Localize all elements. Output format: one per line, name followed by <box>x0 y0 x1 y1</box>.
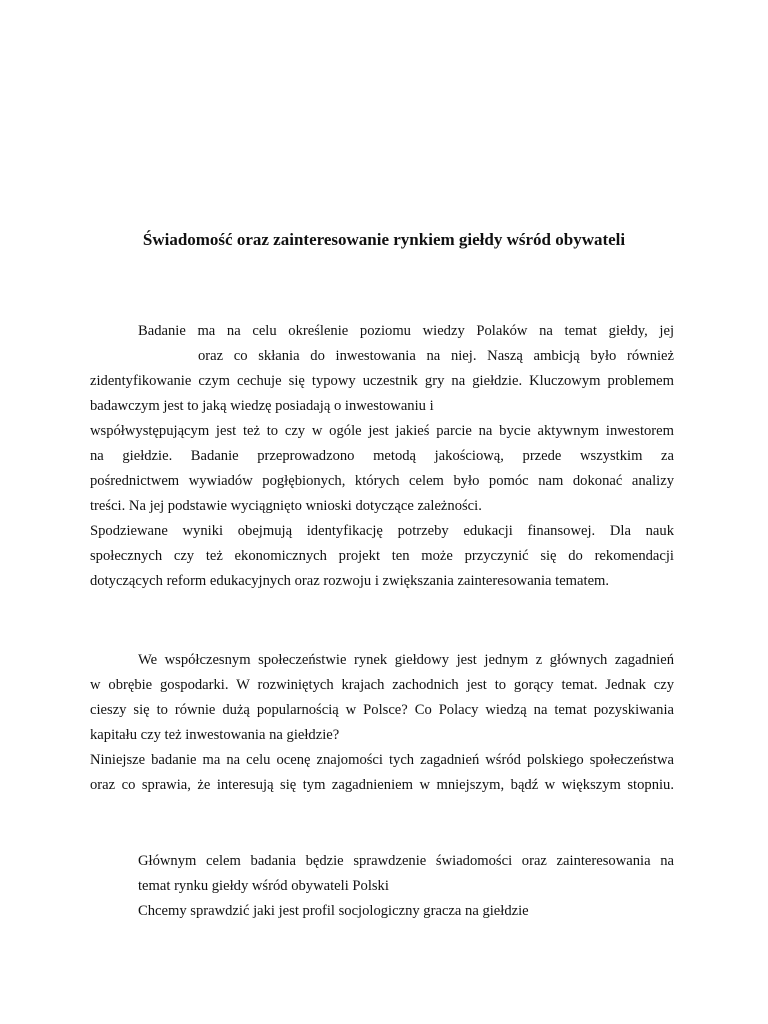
text-line: oraz co skłania do inwestowania na niej. Naszą ambicją było również <box>198 348 674 364</box>
text-line: w obrębie gospodarki. W rozwiniętych krajach zachodnich jest to gorący temat. Jednak czy <box>90 677 674 693</box>
text-line: badawczym jest to jaką wiedzę posiadają o inwestowaniu i <box>90 398 434 414</box>
text-line: współwystępującym jest też to czy w ogóle jest jakieś parcie na bycie aktywnym inwestorem <box>90 423 674 439</box>
text-line: Głównym celem badania będzie sprawdzenie świadomości oraz zainteresowania na <box>138 853 674 869</box>
text-line: na giełdzie. Badanie przeprowadzono metodą jakościową, przede wszystkim za <box>90 448 674 464</box>
text-line: temat rynku giełdy wśród obywateli Polski <box>138 878 389 894</box>
text-line: Spodziewane wyniki obejmują identyfikację potrzeby edukacji finansowej. Dla nauk <box>90 523 674 539</box>
text-line: Chcemy sprawdzić jaki jest profil socjologiczny gracza na giełdzie <box>138 903 529 919</box>
text-line: cieszy się to równie dużą popularnością w Polsce? Co Polacy wiedzą na temat pozyskiwania <box>90 702 674 718</box>
text-line: oraz co sprawia, że interesują się tym zagadnieniem w mniejszym, bądź w większym stopniu. <box>90 777 674 793</box>
text-line: zidentyfikowanie czym cechuje się typowy uczestnik gry na giełdzie. Kluczowym problemem <box>90 373 674 389</box>
text-line: Badanie ma na celu określenie poziomu wiedzy Polaków na temat giełdy, jej <box>138 323 674 339</box>
text-line: treści. Na jej podstawie wyciągnięto wnioski dotyczące zależności. <box>90 498 482 514</box>
goals-paragraph <box>138 849 674 924</box>
document-title: Świadomość oraz zainteresowanie rynkiem giełdy wśród obywateli <box>142 230 626 249</box>
introduction-paragraph <box>90 648 674 798</box>
abstract-paragraph <box>90 319 674 594</box>
text-line: dotyczących reform edukacyjnych oraz rozwoju i zwiększania zainteresowania tematem. <box>90 573 610 589</box>
text-line: Niniejsze badanie ma na celu ocenę znajomości tych zagadnień wśród polskiego społeczeństwa <box>90 752 674 768</box>
text-line: pośrednictwem wywiadów pogłębionych, których celem było pomóc nam dokonać analizy <box>90 473 674 489</box>
text-line: społecznych czy też ekonomicznych projekt ten może przyczynić się do rekomendacji <box>90 548 674 564</box>
text-line: kapitału czy też inwestowania na giełdzie? <box>90 727 340 743</box>
text-line: We współczesnym społeczeństwie rynek giełdowy jest jednym z głównych zagadnień <box>138 652 674 668</box>
